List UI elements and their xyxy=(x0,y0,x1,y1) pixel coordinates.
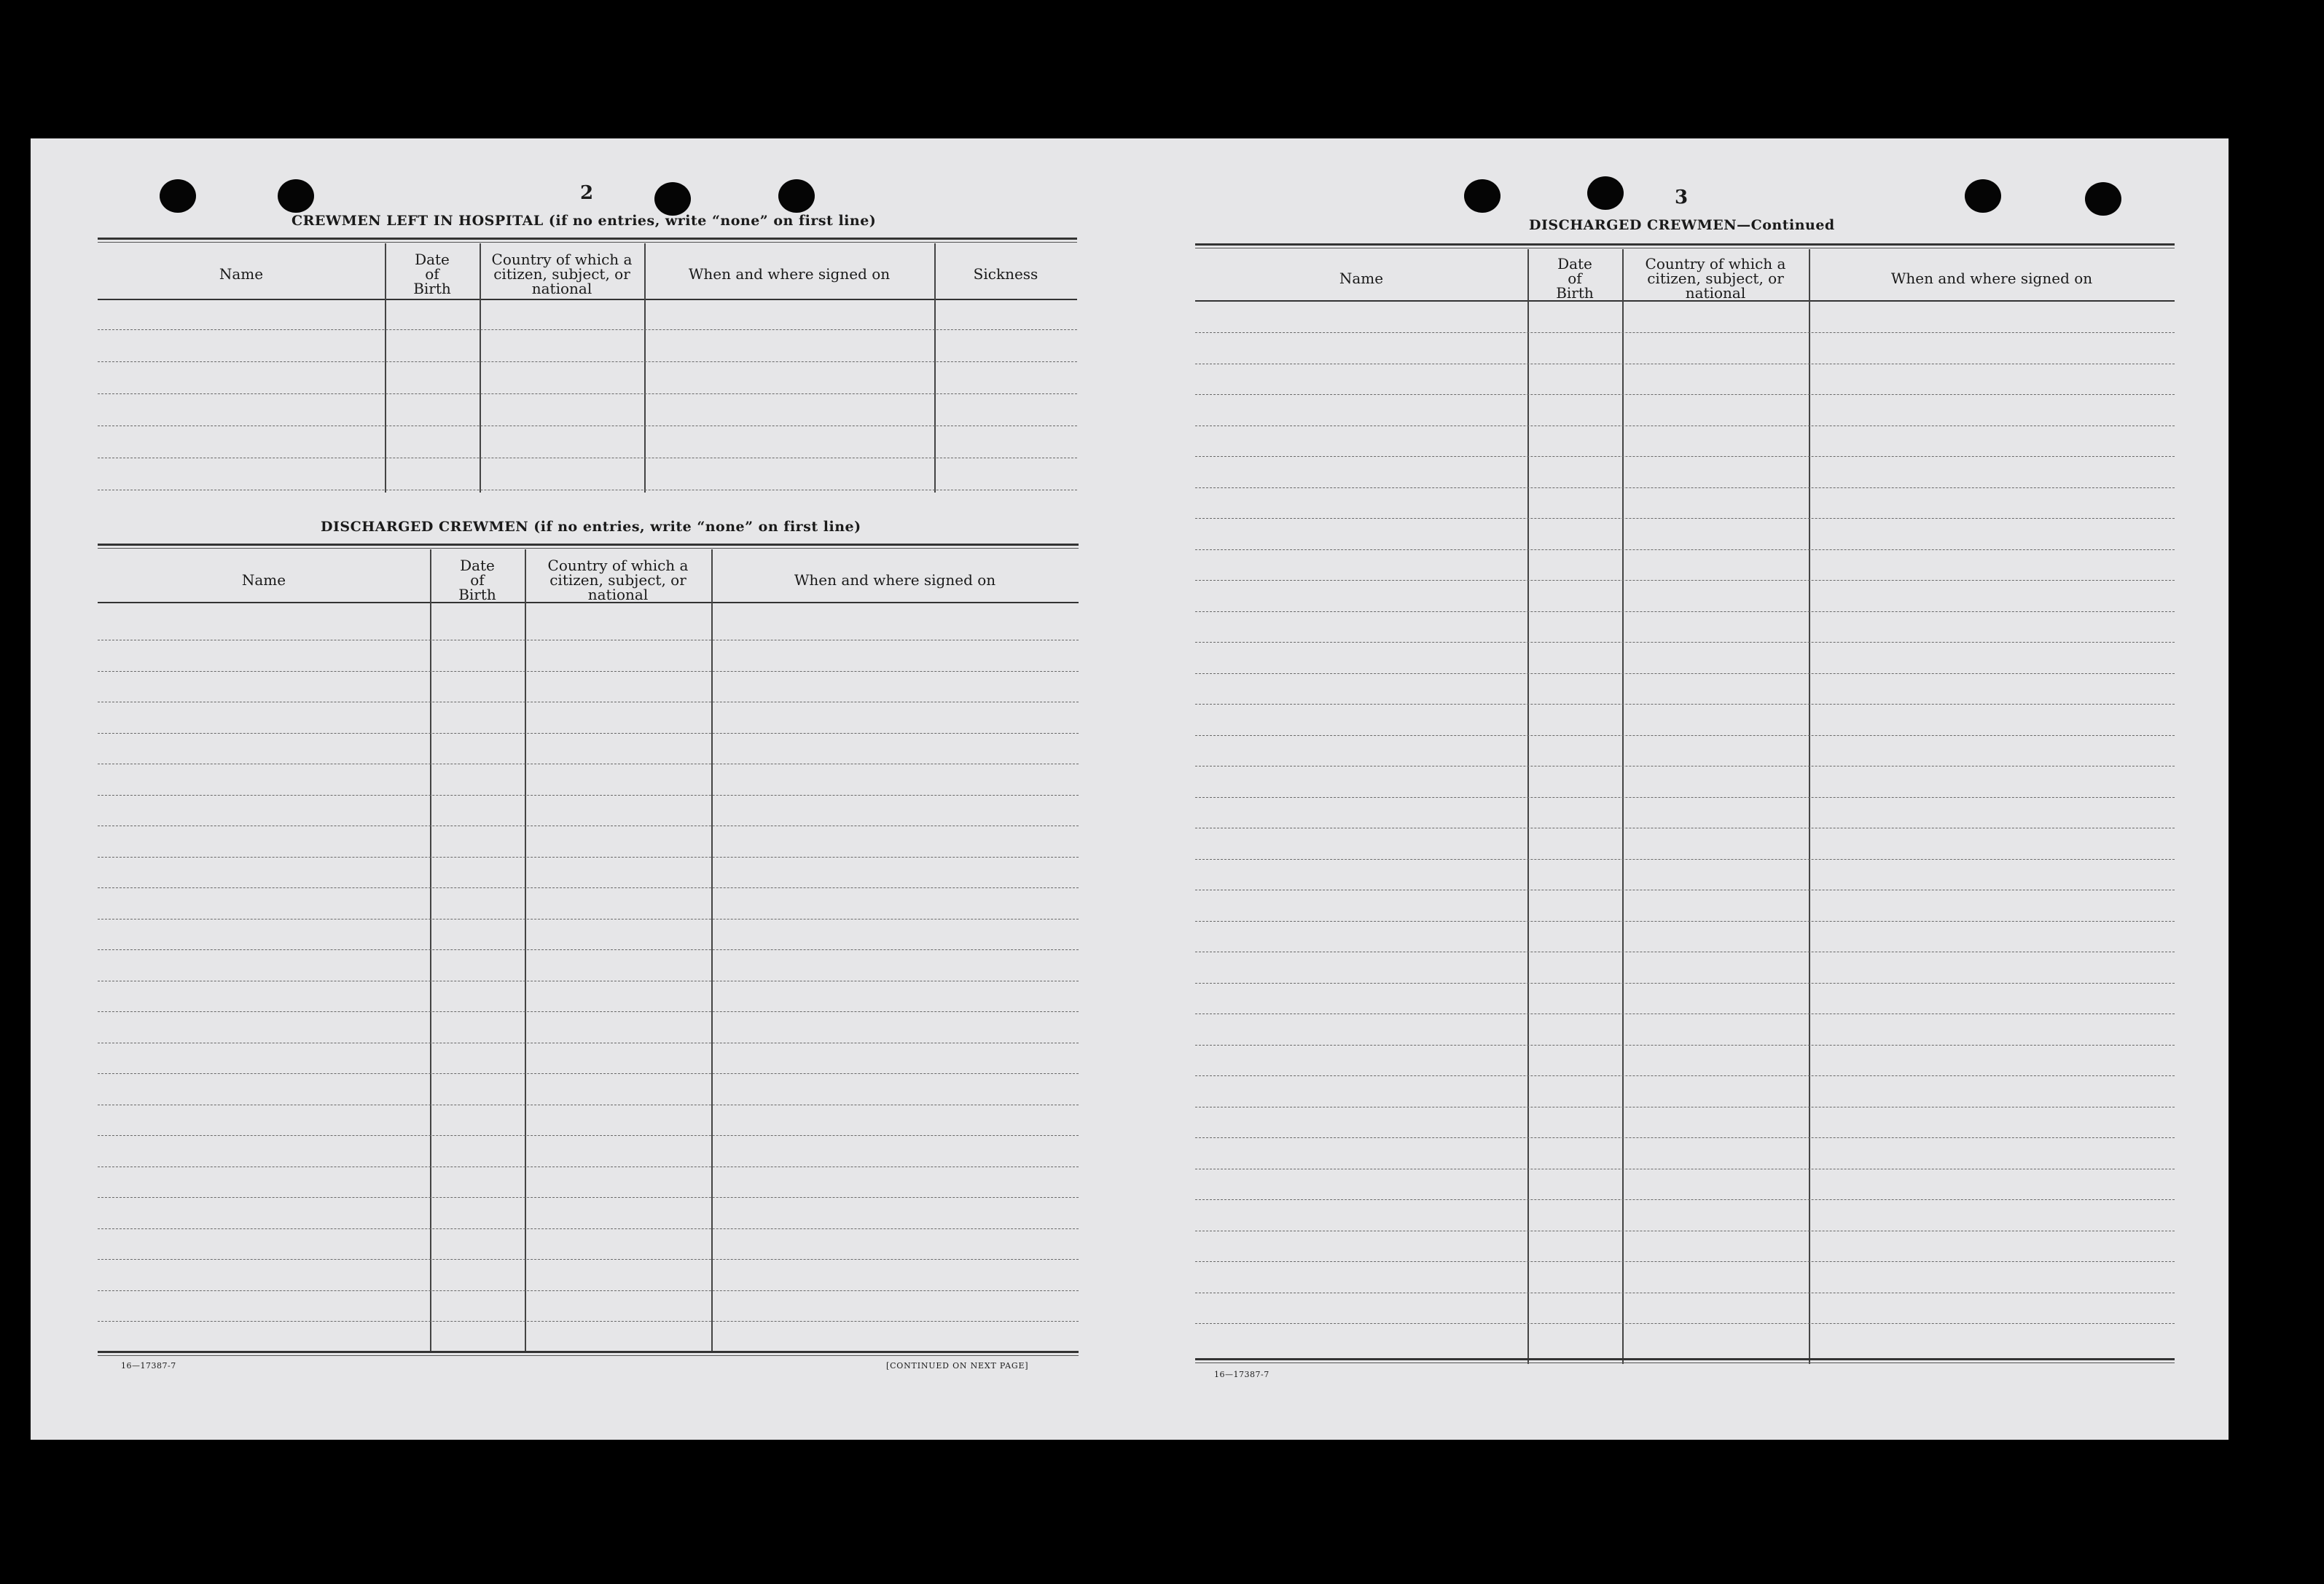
column-divider xyxy=(934,243,936,493)
entry-line xyxy=(98,795,1079,796)
column-divider xyxy=(711,549,713,1351)
header-signed-on: When and where signed on xyxy=(794,571,996,589)
entry-line xyxy=(1195,1137,2175,1138)
header-signed-on: When and where signed on xyxy=(688,265,891,283)
hospital-title-note: (if no entries, write “none” on first line) xyxy=(548,213,877,229)
header-signed-on: When and where signed on xyxy=(1890,270,2093,287)
entry-line xyxy=(98,361,1077,362)
hospital-title-text: CREWMEN LEFT IN HOSPITAL xyxy=(292,213,544,229)
entry-line xyxy=(98,919,1079,920)
entry-line xyxy=(98,1135,1079,1136)
header-bottom-rule xyxy=(98,299,1077,300)
entry-line xyxy=(1195,1261,2175,1262)
header-sickness: Sickness xyxy=(973,265,1038,283)
form-code: 16—17387-7 xyxy=(1214,1370,1269,1379)
punch-hole xyxy=(160,179,196,213)
page-number: 2 xyxy=(580,182,594,204)
entry-line xyxy=(1195,549,2175,550)
entry-line xyxy=(1195,487,2175,488)
entry-line xyxy=(1195,456,2175,457)
column-divider xyxy=(430,549,431,1351)
entry-line xyxy=(98,1073,1079,1074)
entry-line xyxy=(1195,580,2175,581)
entry-line xyxy=(1195,642,2175,643)
entry-line xyxy=(1195,735,2175,736)
page-number: 3 xyxy=(1675,187,1689,208)
header-date-of-birth: Date of Birth xyxy=(458,557,496,603)
punch-hole xyxy=(1587,176,1624,210)
entry-line xyxy=(98,887,1079,888)
column-divider xyxy=(1622,249,1624,1364)
table-bottom-rule xyxy=(98,1355,1079,1356)
punch-hole xyxy=(2085,182,2121,216)
continued-label: [CONTINUED ON NEXT PAGE] xyxy=(886,1361,1029,1371)
discharged-section-title xyxy=(321,519,861,535)
header-name: Name xyxy=(241,571,286,589)
entry-line xyxy=(1195,611,2175,612)
entry-line xyxy=(98,1290,1079,1291)
entry-line xyxy=(98,393,1077,394)
header-bottom-rule xyxy=(1195,300,2175,302)
column-divider xyxy=(525,549,526,1351)
header-country: Country of which a citizen, subject, or national xyxy=(1645,255,1786,302)
entry-line xyxy=(98,1259,1079,1260)
entry-line xyxy=(98,949,1079,950)
hospital-section-title xyxy=(292,213,876,229)
punch-hole xyxy=(1965,179,2001,213)
entry-line xyxy=(1195,1045,2175,1046)
entry-line xyxy=(1195,394,2175,395)
entry-line xyxy=(1195,921,2175,922)
header-name: Name xyxy=(219,265,264,283)
table-top-rule xyxy=(98,238,1077,240)
header-date-of-birth: Date of Birth xyxy=(1556,255,1594,302)
header-country: Country of which a citizen, subject, or national xyxy=(547,557,689,603)
table-top-rule xyxy=(1195,243,2175,246)
entry-line xyxy=(1195,673,2175,674)
entry-line xyxy=(1195,1075,2175,1076)
column-divider xyxy=(1809,249,1810,1364)
discharged-continued-table xyxy=(1195,243,2175,1367)
entry-line xyxy=(98,733,1079,734)
header-country: Country of which a citizen, subject, or national xyxy=(491,251,633,297)
table-top-rule xyxy=(98,544,1079,546)
table-top-rule xyxy=(98,548,1079,549)
table-bottom-rule xyxy=(1195,1358,2175,1360)
entry-line xyxy=(98,329,1077,330)
entry-line xyxy=(98,1197,1079,1198)
entry-line xyxy=(1195,983,2175,984)
entry-line xyxy=(1195,332,2175,333)
discharged-title-text: DISCHARGED CREWMEN xyxy=(321,519,529,535)
entry-line xyxy=(1195,1199,2175,1200)
column-divider xyxy=(1527,249,1529,1364)
entry-line xyxy=(1195,1013,2175,1014)
entry-line xyxy=(1195,797,2175,798)
entry-line xyxy=(1195,704,2175,705)
entry-line xyxy=(98,1011,1079,1012)
header-name: Name xyxy=(1339,270,1384,287)
form-code: 16—17387-7 xyxy=(121,1361,176,1371)
column-divider xyxy=(644,243,646,493)
table-bottom-rule xyxy=(98,1351,1079,1353)
entry-line xyxy=(98,1321,1079,1322)
entry-line xyxy=(98,671,1079,672)
column-divider xyxy=(480,243,481,493)
punch-hole xyxy=(278,179,314,213)
entry-line xyxy=(98,1228,1079,1229)
punch-hole xyxy=(778,179,815,213)
entry-line xyxy=(1195,1323,2175,1324)
punch-hole xyxy=(1464,179,1501,213)
table-top-rule xyxy=(98,242,1077,243)
hospital-table xyxy=(98,238,1077,493)
entry-line xyxy=(98,857,1079,858)
discharged-title-note: (if no entries, write “none” on first line) xyxy=(533,519,861,535)
column-divider xyxy=(385,243,386,493)
entry-line xyxy=(1195,859,2175,860)
header-date-of-birth: Date of Birth xyxy=(413,251,451,297)
discharged-table xyxy=(98,544,1079,1358)
discharged-continued-title: DISCHARGED CREWMEN—Continued xyxy=(1529,217,1835,233)
punch-hole xyxy=(654,182,691,216)
entry-line xyxy=(1195,518,2175,519)
header-bottom-rule xyxy=(98,602,1079,603)
